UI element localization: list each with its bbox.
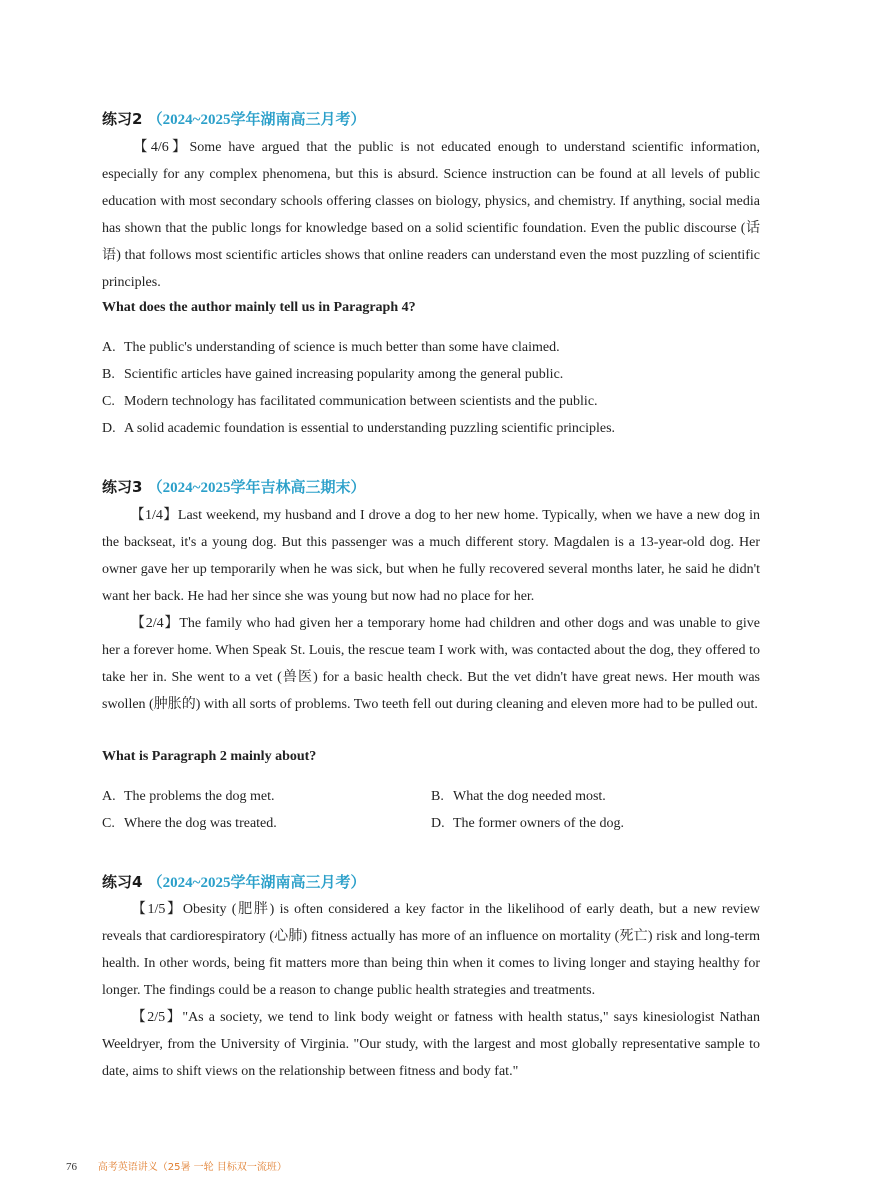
exercise-3-paragraph-2: 【2/4】The family who had given her a temporary home had children and other dogs and was unable to give her a forever home. When Speak St. Louis, the rescue team I work with, was contacted about the dog, they offered to take her in. She went to a vet (兽医) for a basic health check. But the vet didn't have great news. Her mouth was swollen (肿胀的) with all sorts of problems. Two teeth fell out during cleaning and eleven more had to be pulled out. (102, 616, 760, 712)
exercise-3-paragraph-1: 【1/4】Last weekend, my husband and I drove a dog to her new home. Typically, when we have a new dog in the backseat, it's a young dog. But this passenger was a much different story. Magdalen is a 13-year-old dog. Her owner gave her up temporarily when he was sick, but when he fully recovered several months later, he said he didn't want her back. He had her since she was young but now had no place for her. (102, 508, 760, 604)
exercise-4-heading (102, 871, 365, 892)
exercise-2-question: What does the author mainly tell us in Paragraph 4? (102, 300, 416, 315)
page-number: 76 (66, 1161, 77, 1173)
exercise-2-option-d: D. A solid academic foundation is essential to understanding puzzling scientific principles. (102, 421, 616, 436)
exercise-3-option-c: C. Where the dog was treated. (102, 816, 277, 831)
page-footer (66, 1158, 287, 1173)
exercise-3-option-a: A. The problems the dog met. (102, 789, 275, 804)
exercise-3-option-d: D. The former owners of the dog. (431, 816, 625, 831)
exercise-3-heading (102, 476, 365, 497)
exercise-2-heading (102, 108, 365, 129)
exercise-2-paragraph: 【4/6】Some have argued that the public is not educated enough to understand scientific information, especially for any complex phenomena, but this is absurd. Science instruction can be found at all levels of public education with most secondary schools offering classes on biology, physics, and chemistry. If anything, social media has shown that the public longs for knowledge based on a solid scientific foundation. Even the public discourse (话语) that follows most scientific articles shows that online readers can understand even the most puzzling of scientific principles. (102, 140, 760, 290)
exercise-3-label: 练习3 (102, 478, 143, 496)
exercise-2-source: （2024~2025学年湖南高三月考） (147, 112, 366, 128)
exercise-4-source: （2024~2025学年湖南高三月考） (147, 875, 366, 891)
exercise-2-option-c: C. Modern technology has facilitated communication between scientists and the public. (102, 394, 598, 409)
exercise-4-label: 练习4 (102, 873, 143, 891)
exercise-2-option-b: B. Scientific articles have gained increasing popularity among the general public. (102, 367, 564, 382)
exercise-3-question: What is Paragraph 2 mainly about? (102, 749, 317, 764)
exercise-2-option-a: A. The public's understanding of science is much better than some have claimed. (102, 340, 560, 355)
exercise-2-label: 练习2 (102, 110, 143, 128)
book-title: 高考英语讲义（25暑 一轮 目标双一流班） (97, 1162, 287, 1173)
exercise-4-paragraph-1: 【1/5】Obesity (肥胖) is often considered a key factor in the likelihood of early death, but a new review reveals that cardiorespiratory (心肺) fitness actually has more of an influence on mortality (死亡) risk and long-term health. In other words, being fit matters more than being thin when it comes to living longer and staying healthy for longer. The findings could be a reason to change public health strategies and treatments. (102, 902, 760, 998)
exercise-3-option-b: B. What the dog needed most. (431, 789, 606, 804)
exercise-4-paragraph-2: 【2/5】"As a society, we tend to link body weight or fatness with health status," says kinesiologist Nathan Weeldryer, from the University of Virginia. "Our study, with the largest and most globally representative sample to date, aims to shift views on the relationship between fitness and body fat." (102, 1010, 760, 1079)
exercise-3-source: （2024~2025学年吉林高三期末） (147, 480, 366, 496)
